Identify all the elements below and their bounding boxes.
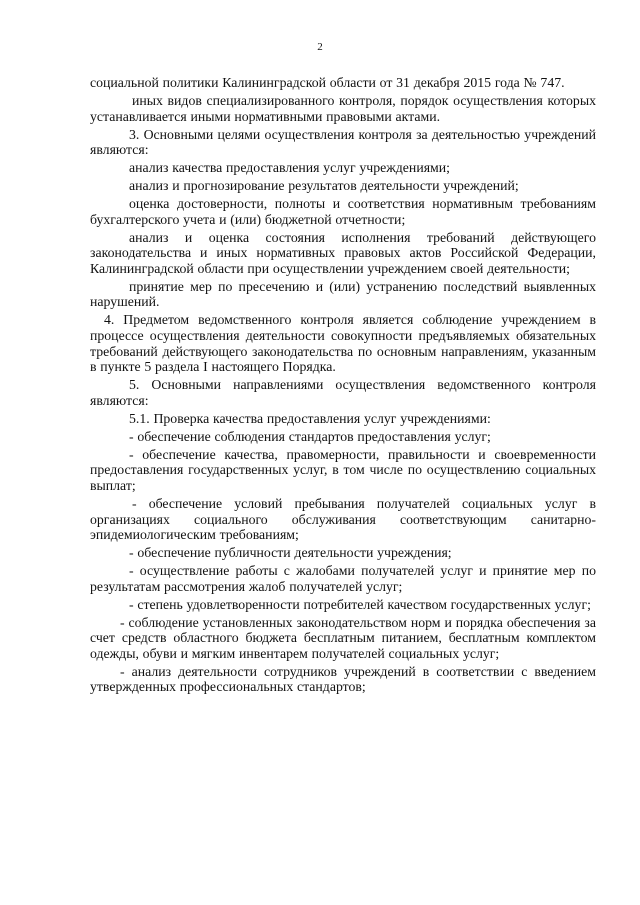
paragraph-other-control-types: иных видов специализированного контроля, порядок осуществления которых устанавливается иными нормативными правовыми актами. bbox=[90, 92, 596, 124]
paragraph-regulation-reference: социальной политики Калининградской области от 31 декабря 2015 года № 747. bbox=[90, 75, 565, 90]
list-item-service-quality: - обеспечение качества, правомерности, правильности и своевременности предоставления государственных услуг, в том числе по осуществлению социальных выплат; bbox=[90, 446, 596, 493]
list-item-satisfaction: - степень удовлетворенности потребителей качеством государственных услуг; bbox=[129, 596, 591, 612]
list-item-standards-compliance: - обеспечение соблюдения стандартов предоставления услуг; bbox=[129, 428, 491, 444]
list-item-goal-compliance-analysis: анализ и оценка состояния исполнения требований действующего законодательства и иных нормативных правовых актов Российской Федерации, Калининградской области при осуществлении учреждением своей деятельности; bbox=[90, 229, 596, 276]
paragraph-section-5-heading: 5. Основными направлениями осуществления ведомственного контроля являются: bbox=[90, 377, 596, 408]
list-item-publicity: - обеспечение публичности деятельности учреждения; bbox=[129, 545, 452, 561]
list-item-staff-analysis: - анализ деятельности сотрудников учреждений в соответствии с введением утвержденных профессиональных стандартов; bbox=[90, 663, 596, 695]
document-body bbox=[90, 75, 596, 697]
list-item-complaints: - осуществление работы с жалобами получателей услуг и принятие мер по результатам рассмотрения жалоб получателей услуг; bbox=[90, 563, 596, 594]
list-item-goal-violation-measures: принятие мер по пресечению и (или) устранению последствий выявленных нарушений. bbox=[90, 278, 596, 310]
list-item-goal-quality-analysis: анализ качества предоставления услуг учреждениями; bbox=[129, 160, 450, 176]
paragraph-section-3-heading: 3. Основными целями осуществления контроля за деятельностью учреждений являются: bbox=[90, 126, 596, 158]
paragraph-section-5-1-heading: 5.1. Проверка качества предоставления услуг учреждениями: bbox=[129, 410, 491, 426]
list-item-free-provision: - соблюдение установленных законодательством норм и порядка обеспечения за счет средств областного бюджета бесплатным питанием, бесплатным комплектом одежды, обуви и мягким инвентарем получателей социальных услуг; bbox=[90, 614, 596, 661]
list-item-sanitary-conditions: - обеспечение условий пребывания получателей социальных услуг в организациях социального обслуживания соответствующим санитарно-эпидемиологическим требованиям; bbox=[90, 495, 596, 543]
list-item-goal-forecasting: анализ и прогнозирование результатов деятельности учреждений; bbox=[129, 178, 519, 194]
list-item-goal-accounting-assessment: оценка достоверности, полноты и соответствия нормативным требованиям бухгалтерского учета и (или) бюджетной отчетности; bbox=[90, 196, 596, 227]
paragraph-section-4: 4. Предметом ведомственного контроля является соблюдение учреждением в процессе осуществления деятельности совокупности предъявляемых обязательных требований действующего законодательства по основным направлениям, указанным в пункте 5 раздела I настоящего Порядка. bbox=[90, 312, 596, 375]
page-number: 2 bbox=[317, 41, 323, 53]
